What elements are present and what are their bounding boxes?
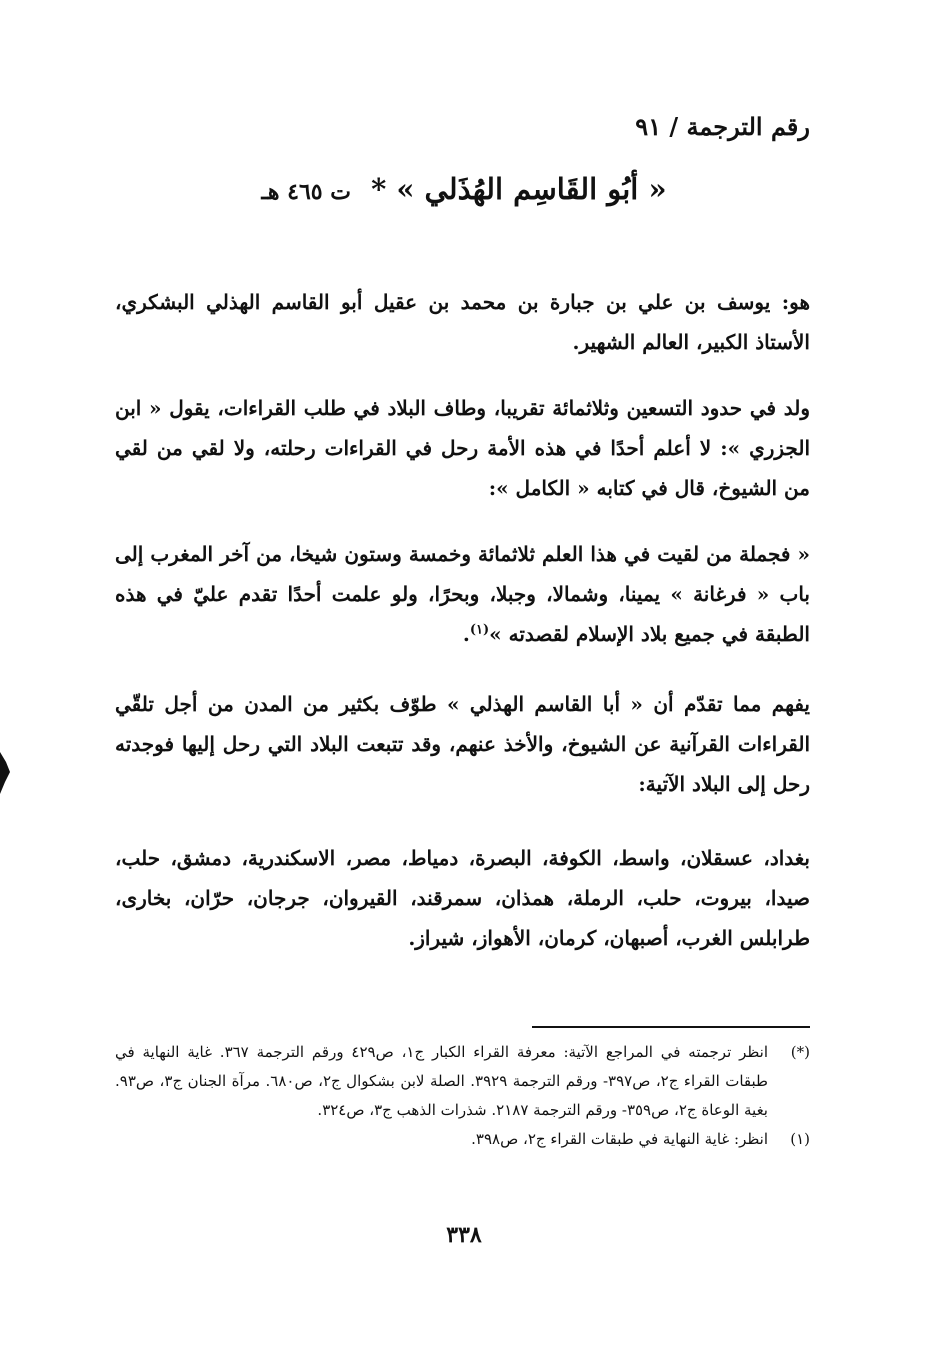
footnote-marker: (*) (790, 1043, 810, 1061)
footnote-text: انظر ترجمته في المراجع الآتية: معرفة القراء الكبار ج١، ص٤٢٩ ورقم الترجمة ٣٦٧. غاية النهاية في طبقات القراء ج٢، ص٣٩٧- ورقم الترجمة ٣٩٢٩. الصلة لابن بشكوال ج٢، ص٦٨٠. مرآة الجنان ج٣، ص٩٣. بغية الوعاة ج٢، ص٣٥٩- ورقم الترجمة ٢١٨٧. شذرات الذهب ج٣، ص٣٢٤. (115, 1043, 769, 1119)
quote-text: « فجملة من لقيت في هذا العلم ثلاثمائة وخمسة وستون شيخا، من آخر المغرب إلى باب « فرغانة » يمينا، وشمالا، وجبلا، وبحرًا، ولو علمت أحدًا تقدم عليّ في هذه الطبقة في جميع بلاد الإسلام لقصدته » (115, 542, 810, 646)
entry-heading (0, 172, 928, 206)
paragraph-quote (115, 534, 810, 654)
footnotes (115, 1038, 810, 1154)
footnote-divider (532, 1026, 810, 1028)
footnote-ref: (١) (469, 622, 490, 638)
quote-tail: . (462, 622, 470, 646)
paragraph-birth-travels: ولد في حدود التسعين وثلاثمائة تقريبا، وطاف البلاد في طلب القراءات، يقول « ابن الجزري »: لا أعلم أحدًا في هذه الأمة رحل في القراءات رحلته، ولا لقي من لقي من الشيوخ، قال في كتابه « الكامل »: (115, 396, 810, 500)
scan-edge-mark (0, 752, 10, 794)
paragraph-cities: بغداد، عسقلان، واسط، الكوفة، البصرة، دمياط، مصر، الاسكندرية، دمشق، حلب، صيدا، بيروت، حلب، الرملة، همذان، سمرقند، القيروان، جرجان، حرّان، بخارى، طرابلس الغرب، أصبهان، كرمان، الأهواز، شيراز. (115, 846, 810, 950)
paragraph-summary: يفهم مما تقدّم أن « أبا القاسم الهذلي » طوّف بكثير من المدن من أجل تلقّي القراءات القرآنية عن الشيوخ، والأخذ عنهم، وقد تتبعت البلاد التي رحل إليها فوجدته رحل إلى البلاد الآتية: (115, 692, 810, 796)
death-year: ت ٤٦٥ هـ (261, 179, 351, 205)
footnote-text: انظر: غاية النهاية في طبقات القراء ج٢، ص٣٩٨. (471, 1130, 768, 1148)
paragraph-identity: هو: يوسف بن علي بن جبارة بن محمد بن عقيل أبو القاسم الهذلي البشكري، الأستاذ الكبير، العالم الشهير. (115, 290, 810, 354)
footnote-item (115, 1038, 810, 1125)
entry-title: « أبُو القَاسِم الهُذَلي » * (371, 172, 667, 206)
footnote-marker: (١) (790, 1130, 810, 1148)
footnote-item (115, 1125, 810, 1154)
entry-number: رقم الترجمة / ٩١ (635, 112, 810, 141)
page-number: ٣٣٨ (446, 1222, 482, 1248)
